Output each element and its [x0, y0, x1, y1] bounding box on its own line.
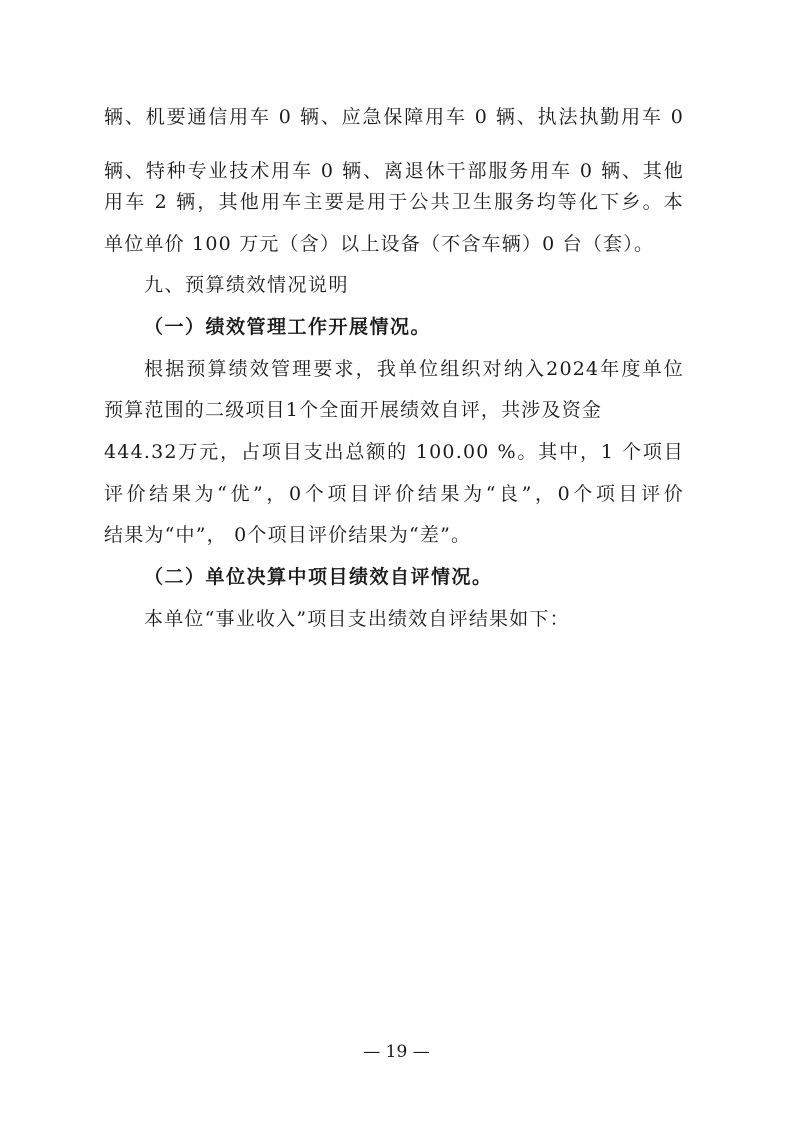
subsection-two-title: （二）单位决算中项目绩效自评情况。	[144, 566, 493, 588]
subsection-one-line-5: 结果为“中”， 0个项目评价结果为“差”。	[104, 524, 472, 546]
body-line-2: 辆、特种专业技术用车 0 辆、离退休干部服务用车 0 辆、其他	[104, 160, 684, 182]
section-nine-title: 九、预算绩效情况说明	[144, 274, 350, 296]
subsection-one-line-3: 444.32万元，占项目支出总额的 100.00 %。其中，1 个项目	[104, 441, 684, 463]
page-number: — 19 —	[363, 1042, 430, 1062]
subsection-one-line-4: 评价结果为“优”，0个项目评价结果为“良”，0个项目评价	[104, 483, 684, 505]
subsection-one-line-1: 根据预算绩效管理要求，我单位组织对纳入2024年度单位	[144, 358, 684, 380]
subsection-one-title: （一）绩效管理工作开展情况。	[144, 316, 432, 338]
body-line-1: 辆、机要通信用车 0 辆、应急保障用车 0 辆、执法执勤用车 0	[104, 106, 684, 128]
body-line-3: 用车 2 辆，其他用车主要是用于公共卫生服务均等化下乡。本	[104, 191, 684, 213]
subsection-one-line-2: 预算范围的二级项目1个全面开展绩效自评，共涉及资金	[104, 399, 603, 421]
body-line-4: 单位单价 100 万元（含）以上设备（不含车辆）0 台（套）。	[104, 233, 655, 255]
subsection-two-line: 本单位“事业收入”项目支出绩效自评结果如下：	[144, 608, 570, 630]
